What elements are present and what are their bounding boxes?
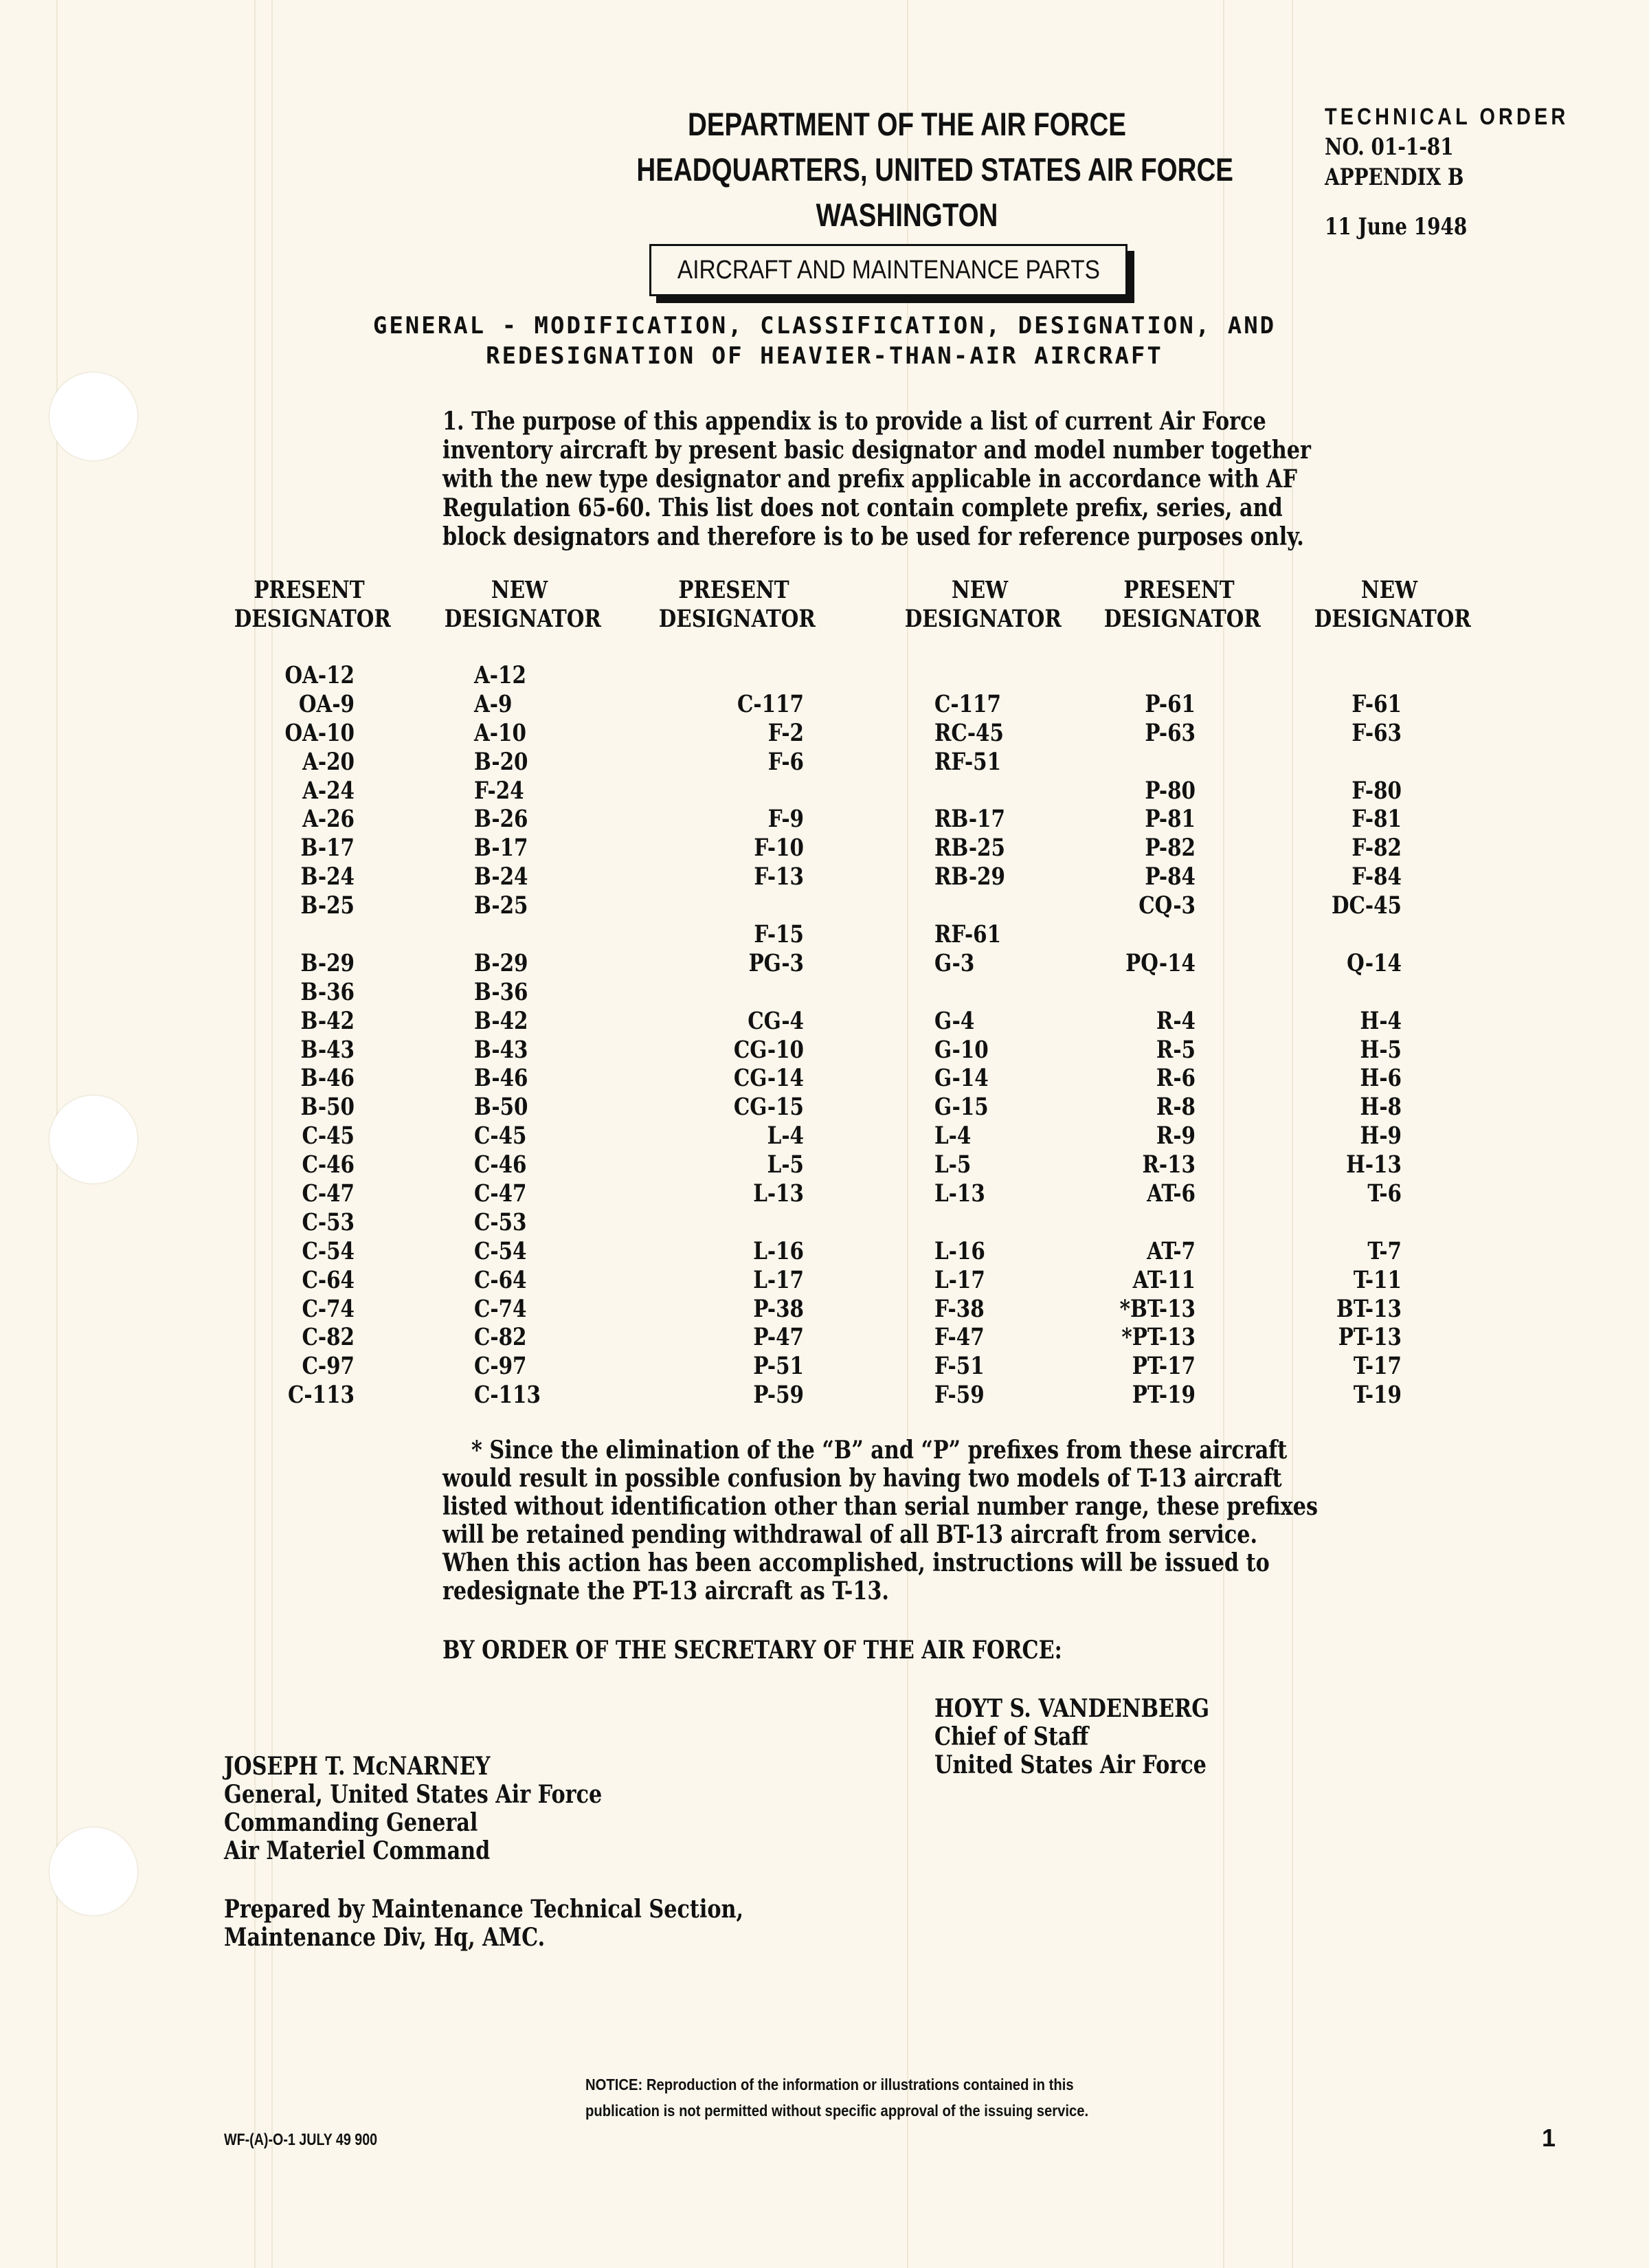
table-cell: F-10 — [754, 834, 804, 863]
table-cell: PT-17 — [1132, 1352, 1196, 1381]
table-cell: L-4 — [767, 1122, 804, 1150]
notice-line: NOTICE: Reproduction of the information or illustrations contained in this — [585, 2076, 1074, 2093]
technical-order-title: TECHNICAL ORDER — [1325, 104, 1569, 130]
table-cell: B-46 — [474, 1064, 528, 1093]
table-cell: H-9 — [1360, 1122, 1402, 1150]
table-column-new-1 — [474, 661, 612, 1410]
table-cell: C-47 — [302, 1179, 355, 1208]
table-cell: P-51 — [753, 1352, 804, 1381]
table-cell — [1092, 920, 1196, 949]
table-header-new-3 — [1314, 576, 1471, 634]
table-cell — [1092, 748, 1196, 777]
table-cell: H-8 — [1360, 1093, 1402, 1122]
table-cell — [934, 1208, 1050, 1237]
header-line: DESIGNATOR — [904, 605, 1062, 633]
table-cell: F-15 — [754, 920, 804, 949]
table-cell: F-84 — [1351, 863, 1402, 891]
table-cell: C-82 — [474, 1323, 527, 1352]
header-line: DESIGNATOR — [444, 605, 601, 633]
table-cell: R-13 — [1142, 1150, 1196, 1179]
table-cell: P-82 — [1145, 834, 1196, 863]
table-cell: R-5 — [1156, 1035, 1196, 1064]
footnote-line: listed without identification other than serial number range, these prefixes — [442, 1492, 1318, 1521]
punch-hole-bottom — [49, 1827, 137, 1915]
subject-line-2: REDESIGNATION OF HEAVIER-THAN-AIR AIRCRAFT — [486, 342, 1163, 370]
table-cell — [1310, 1208, 1402, 1237]
table-cell: F-81 — [1351, 805, 1402, 834]
table-cell: Q-14 — [1347, 948, 1402, 977]
table-cell: A-20 — [302, 747, 355, 776]
signatory-org: Air Materiel Command — [224, 1836, 491, 1865]
punch-hole-middle — [49, 1096, 137, 1183]
table-cell: B-29 — [300, 948, 355, 977]
table-cell: AT-7 — [1147, 1236, 1196, 1265]
table-cell: C-113 — [474, 1381, 541, 1410]
table-cell: B-46 — [300, 1064, 355, 1093]
table-cell — [1310, 748, 1402, 777]
table-cell: B-43 — [474, 1035, 528, 1064]
table-cell — [934, 891, 1050, 920]
technical-order-number: NO. 01-1-81 — [1325, 133, 1454, 161]
table-cell — [256, 920, 355, 949]
table-cell: A-12 — [474, 661, 526, 689]
table-cell: C-97 — [302, 1352, 355, 1381]
table-cell: AT-11 — [1132, 1265, 1196, 1294]
header-line: NEW — [491, 576, 548, 604]
table-header-present-1 — [234, 576, 391, 634]
table-cell: G-10 — [934, 1035, 989, 1064]
table-cell: CQ-3 — [1138, 891, 1196, 920]
table-cell: B-42 — [474, 1006, 528, 1035]
signature-block-vandenberg — [934, 1695, 1209, 1779]
reproduction-notice — [585, 2071, 1088, 2124]
table-cell — [1310, 661, 1402, 690]
table-cell: F-61 — [1351, 689, 1402, 718]
table-cell: C-113 — [288, 1381, 355, 1410]
signature-block-mcnarney — [224, 1753, 602, 1865]
table-cell — [1092, 978, 1196, 1007]
table-header-new-2 — [904, 576, 1062, 634]
table-cell: L-17 — [934, 1265, 985, 1294]
paragraph-line: block designators and therefore is to be used for reference purposes only. — [442, 522, 1304, 551]
table-cell: F-82 — [1351, 834, 1402, 863]
table-cell — [706, 661, 804, 690]
table-cell: F-2 — [767, 718, 804, 747]
signatory-title: General, United States Air Force — [224, 1780, 603, 1809]
table-cell: PG-3 — [748, 948, 804, 977]
table-cell: RF-51 — [934, 747, 1002, 776]
table-cell: B-29 — [474, 948, 528, 977]
table-column-new-2 — [934, 661, 1072, 1410]
signatory-title: Commanding General — [224, 1808, 478, 1837]
table-cell: R-6 — [1156, 1064, 1196, 1093]
table-cell: L-13 — [753, 1179, 804, 1208]
table-column-present-3 — [1072, 661, 1196, 1410]
table-cell: OA-12 — [284, 661, 355, 689]
table-cell: L-16 — [934, 1236, 985, 1265]
table-cell: T-19 — [1353, 1381, 1402, 1410]
table-cell: C-53 — [474, 1208, 527, 1236]
table-cell: C-74 — [474, 1294, 527, 1323]
table-cell: CG-14 — [733, 1064, 804, 1093]
paragraph-line: Regulation 65-60. This list does not contain complete prefix, series, and — [442, 493, 1283, 522]
table-cell: AT-6 — [1147, 1179, 1196, 1208]
table-cell: H-5 — [1360, 1035, 1402, 1064]
table-cell: B-20 — [474, 747, 528, 776]
table-cell: F-51 — [934, 1352, 985, 1381]
category-label: AIRCRAFT AND MAINTENANCE PARTS — [677, 255, 1100, 285]
table-cell: PT-19 — [1132, 1381, 1196, 1410]
table-cell: OA-9 — [298, 689, 355, 718]
table-cell: RB-17 — [934, 805, 1005, 834]
signatory-title: Chief of Staff — [934, 1722, 1089, 1751]
table-cell: C-74 — [302, 1294, 355, 1323]
footnote-paragraph — [442, 1436, 1318, 1605]
paragraph-line: 1. The purpose of this appendix is to provide a list of current Air Force — [442, 407, 1266, 436]
table-cell — [474, 920, 590, 949]
table-cell: L-5 — [767, 1150, 804, 1179]
table-cell — [1310, 920, 1402, 949]
header-line: NEW — [1360, 576, 1418, 604]
table-cell — [1092, 1208, 1196, 1237]
header-line: DESIGNATOR — [658, 605, 816, 633]
table-cell: T-17 — [1353, 1352, 1402, 1381]
table-cell: OA-10 — [284, 718, 355, 747]
table-cell: C-97 — [474, 1352, 527, 1381]
notice-line: publication is not permitted without specific approval of the issuing service. — [585, 2102, 1089, 2120]
prepared-by-line: Prepared by Maintenance Technical Section, — [224, 1895, 744, 1924]
table-cell: G-3 — [934, 948, 975, 977]
table-cell: R-4 — [1156, 1006, 1196, 1035]
table-cell: P-59 — [753, 1381, 804, 1410]
table-cell: C-46 — [474, 1150, 527, 1179]
table-header-new-1 — [444, 576, 601, 634]
table-cell: B-36 — [300, 977, 355, 1006]
table-cell: R-8 — [1156, 1093, 1196, 1122]
table-cell: G-15 — [934, 1093, 989, 1122]
table-cell: BT-13 — [1336, 1294, 1402, 1323]
header-line: PRESENT — [1123, 576, 1235, 604]
table-cell: B-17 — [474, 834, 528, 863]
table-cell: B-43 — [300, 1035, 355, 1064]
table-cell: B-50 — [300, 1093, 355, 1122]
page-number: 1 — [1542, 2124, 1556, 2152]
table-cell: PT-13 — [1338, 1323, 1402, 1352]
category-label-box — [649, 244, 1128, 296]
by-order-statement: BY ORDER OF THE SECRETARY OF THE AIR FORCE: — [442, 1636, 1062, 1665]
table-cell: C-45 — [302, 1122, 355, 1150]
table-cell: P-80 — [1145, 776, 1196, 805]
table-cell: H-13 — [1346, 1150, 1402, 1179]
table-cell: F-59 — [934, 1381, 985, 1410]
table-cell: F-9 — [767, 805, 804, 834]
paragraph-line: with the new type designator and prefix applicable in accordance with AF — [442, 465, 1297, 493]
table-cell: B-50 — [474, 1093, 528, 1122]
table-cell — [1092, 661, 1196, 690]
table-cell: P-47 — [753, 1323, 804, 1352]
table-cell: R-9 — [1156, 1122, 1196, 1150]
header-line: DESIGNATOR — [234, 605, 391, 633]
table-cell: DC-45 — [1331, 891, 1402, 920]
table-cell: B-17 — [300, 834, 355, 863]
table-cell: L-17 — [753, 1265, 804, 1294]
table-cell: F-80 — [1351, 776, 1402, 805]
table-cell: T-11 — [1353, 1265, 1402, 1294]
footnote-line: * Since the elimination of the “B” and “P” prefixes from these aircraft — [471, 1436, 1288, 1465]
table-cell: C-54 — [302, 1236, 355, 1265]
table-column-present-2 — [687, 661, 804, 1410]
headquarters-title: HEADQUARTERS, UNITED STATES AIR FORCE — [636, 151, 1234, 188]
table-cell: A-24 — [302, 776, 355, 805]
table-cell: T-6 — [1367, 1179, 1402, 1208]
table-cell: A-10 — [474, 718, 526, 747]
table-cell: B-24 — [300, 863, 355, 891]
table-cell: RF-61 — [934, 920, 1002, 949]
table-cell: F-6 — [767, 747, 804, 776]
table-cell: H-4 — [1360, 1006, 1402, 1035]
table-cell: C-64 — [474, 1265, 527, 1294]
table-cell: P-81 — [1145, 805, 1196, 834]
header-line: PRESENT — [254, 576, 365, 604]
table-cell: T-7 — [1367, 1236, 1402, 1265]
table-cell: F-38 — [934, 1294, 985, 1323]
table-cell: G-14 — [934, 1064, 989, 1093]
table-cell: C-117 — [934, 689, 1001, 718]
purpose-paragraph — [442, 407, 1311, 551]
form-code: WF-(A)-O-1 JULY 49 900 — [224, 2131, 378, 2149]
location-title: WASHINGTON — [816, 197, 998, 233]
table-cell: B-42 — [300, 1006, 355, 1035]
table-cell: C-82 — [302, 1323, 355, 1352]
table-cell — [706, 1208, 804, 1237]
signatory-org: United States Air Force — [934, 1750, 1207, 1779]
issue-date: 11 June 1948 — [1325, 213, 1468, 241]
footnote-line: When this action has been accomplished, instructions will be issued to — [442, 1548, 1270, 1577]
table-cell: CG-15 — [733, 1093, 804, 1122]
table-column-present-1 — [238, 661, 355, 1410]
prepared-by-line: Maintenance Div, Hq, AMC. — [224, 1923, 546, 1952]
header-line: DESIGNATOR — [1103, 605, 1261, 633]
table-cell — [934, 661, 1050, 690]
table-cell — [934, 978, 1050, 1007]
footnote-line: will be retained pending withdrawal of all BT-13 aircraft from service. — [442, 1520, 1258, 1549]
table-cell: H-6 — [1360, 1064, 1402, 1093]
department-title: DEPARTMENT OF THE AIR FORCE — [687, 106, 1127, 142]
table-cell: A-9 — [474, 689, 513, 718]
table-cell: L-16 — [753, 1236, 804, 1265]
table-cell — [1310, 978, 1402, 1007]
table-cell — [934, 777, 1050, 805]
prepared-by — [224, 1895, 743, 1952]
table-cell: C-117 — [737, 689, 804, 718]
footnote-line: redesignate the PT-13 aircraft as T-13. — [442, 1577, 889, 1605]
table-cell — [706, 891, 804, 920]
header-line: NEW — [951, 576, 1009, 604]
footnote-line: would result in possible confusion by having two models of T-13 aircraft — [442, 1464, 1282, 1493]
header-line: PRESENT — [678, 576, 789, 604]
table-cell: B-26 — [474, 805, 528, 834]
appendix-label: APPENDIX B — [1325, 164, 1464, 191]
table-header-present-3 — [1103, 576, 1261, 634]
subject-heading — [275, 311, 1374, 371]
table-cell: P-84 — [1145, 863, 1196, 891]
document-header — [577, 102, 1237, 238]
table-cell — [706, 777, 804, 805]
table-cell: C-45 — [474, 1122, 527, 1150]
table-cell: CG-10 — [733, 1035, 804, 1064]
table-cell: P-61 — [1145, 689, 1196, 718]
table-cell: L-5 — [934, 1150, 972, 1179]
table-cell: RB-29 — [934, 863, 1005, 891]
table-cell: CG-4 — [748, 1006, 804, 1035]
table-cell: L-13 — [934, 1179, 985, 1208]
paragraph-line: inventory aircraft by present basic designator and model number together — [442, 436, 1311, 465]
table-cell: A-26 — [302, 805, 355, 834]
table-cell: F-24 — [474, 776, 524, 805]
signatory-name: HOYT S. VANDENBERG — [934, 1694, 1210, 1723]
table-header-present-2 — [658, 576, 816, 634]
table-cell: F-47 — [934, 1323, 985, 1352]
table-cell: C-64 — [302, 1265, 355, 1294]
table-cell: B-24 — [474, 863, 528, 891]
table-cell: P-63 — [1145, 718, 1196, 747]
table-cell: RB-25 — [934, 834, 1005, 863]
table-cell: *PT-13 — [1121, 1323, 1196, 1352]
table-cell: C-54 — [474, 1236, 527, 1265]
punch-hole-top — [49, 373, 137, 460]
table-cell: G-4 — [934, 1006, 975, 1035]
table-cell: RC-45 — [934, 718, 1004, 747]
header-line: DESIGNATOR — [1314, 605, 1471, 633]
table-cell: F-13 — [754, 863, 804, 891]
table-cell: B-25 — [474, 891, 528, 920]
signatory-name: JOSEPH T. McNARNEY — [224, 1752, 491, 1781]
table-cell: C-47 — [474, 1179, 527, 1208]
table-cell: PQ-14 — [1125, 948, 1196, 977]
table-cell: F-63 — [1351, 718, 1402, 747]
table-cell: C-46 — [302, 1150, 355, 1179]
table-column-new-3 — [1292, 661, 1402, 1410]
table-cell: C-53 — [302, 1208, 355, 1236]
table-cell: B-36 — [474, 977, 528, 1006]
technical-order-block — [1325, 102, 1612, 242]
table-cell: P-38 — [753, 1294, 804, 1323]
table-cell: *BT-13 — [1119, 1294, 1196, 1323]
subject-line-1: GENERAL - MODIFICATION, CLASSIFICATION, DESIGNATION, AND — [372, 312, 1277, 340]
table-cell: L-4 — [934, 1122, 972, 1150]
table-cell — [706, 978, 804, 1007]
table-cell: B-25 — [300, 891, 355, 920]
